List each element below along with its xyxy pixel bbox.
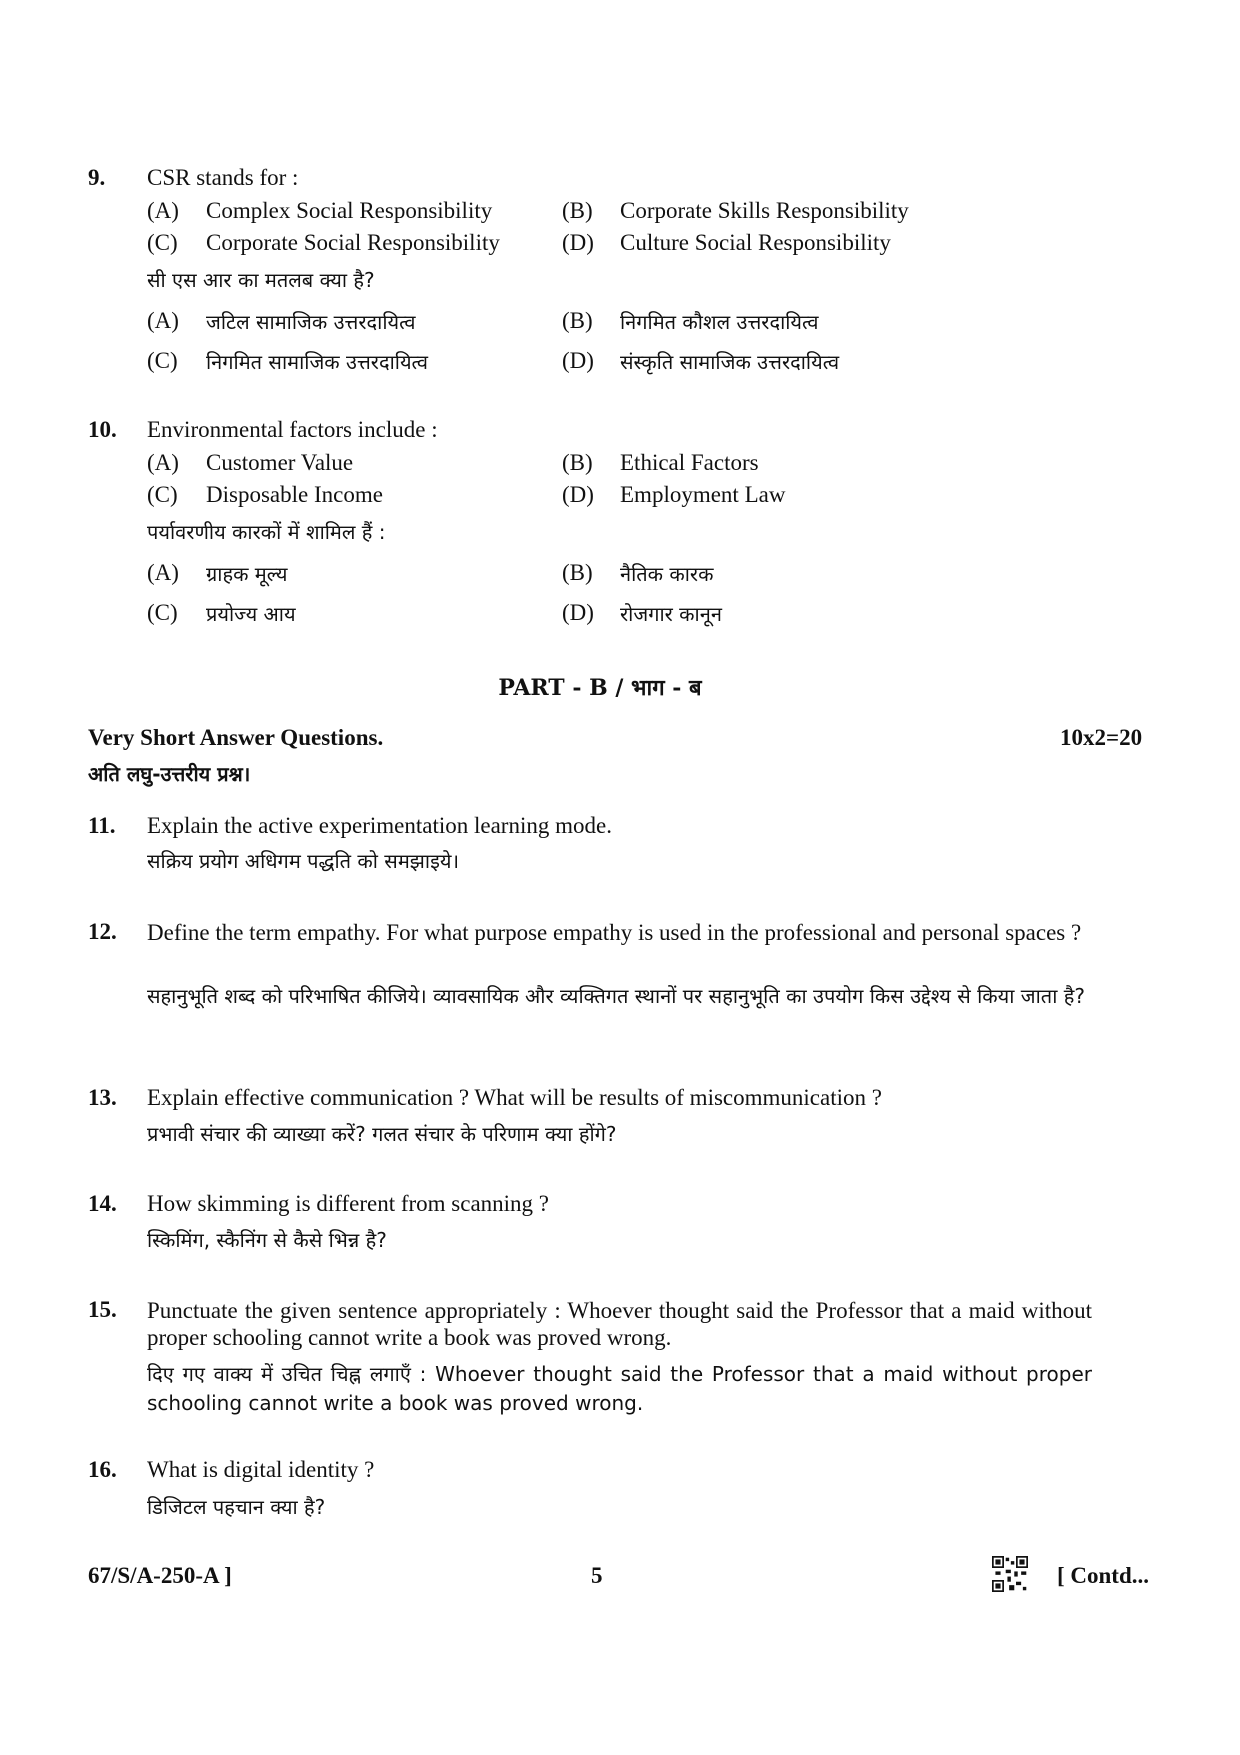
- option-label: (D): [562, 230, 594, 255]
- qr-code-icon: [992, 1556, 1028, 1592]
- question-text-hi: दिए गए वाक्य में उचित चिह्न लगाएँ : Whoever thought said the Professor that a maid without proper schooling cannot write a book was proved wrong.: [147, 1362, 1092, 1415]
- question-text-hi: सक्रिय प्रयोग अधिगम पद्धति को समझाइये।: [147, 849, 460, 873]
- option-text-hi: रोजगार कानून: [620, 602, 722, 626]
- option-label: (C): [147, 230, 178, 255]
- option-text-hi: संस्कृति सामाजिक उत्तरदायित्व: [620, 350, 840, 374]
- question-text-en: Explain effective communication ? What will be results of miscommunication ?: [147, 1085, 882, 1110]
- question-text-en: How skimming is different from scanning ?: [147, 1191, 550, 1216]
- question-number: 10.: [88, 417, 117, 442]
- question-text-en: Define the term empathy. For what purpose empathy is used in the professional and personal spaces ?: [147, 920, 1082, 945]
- option-text: Culture Social Responsibility: [620, 230, 891, 255]
- question-number: 15.: [88, 1297, 117, 1322]
- question-number: 13.: [88, 1085, 117, 1110]
- question-text-hi: सहानुभूति शब्द को परिभाषित कीजिये। व्यावसायिक और व्यक्तिगत स्थानों पर सहानुभूति का उपयोग किस उद्देश्य से किया जाता है?: [147, 984, 1085, 1008]
- option-label: (A): [147, 308, 179, 333]
- question-number: 12.: [88, 919, 117, 944]
- question-stem-en: CSR stands for :: [147, 165, 299, 190]
- option-text-hi: जटिल सामाजिक उत्तरदायित्व: [206, 310, 416, 334]
- question-number: 11.: [88, 813, 116, 838]
- option-text-hi: निगमित कौशल उत्तरदायित्व: [620, 310, 819, 334]
- question-number: 14.: [88, 1191, 117, 1216]
- option-label: (B): [562, 450, 593, 475]
- question-text-en: What is digital identity ?: [147, 1457, 375, 1482]
- option-label: (C): [147, 482, 178, 507]
- option-label: (C): [147, 348, 178, 373]
- question-number: 9.: [88, 165, 106, 190]
- option-text: Ethical Factors: [620, 450, 759, 475]
- option-text-hi: ग्राहक मूल्य: [206, 562, 288, 586]
- section-title-hi: अति लघु-उत्तरीय प्रश्न।: [88, 762, 251, 786]
- option-text-hi: निगमित सामाजिक उत्तरदायित्व: [206, 350, 428, 374]
- section-marks: 10x2=20: [1060, 725, 1143, 750]
- question-text-hi: स्किमिंग, स्कैनिंग से कैसे भिन्न है?: [147, 1228, 387, 1252]
- question-number: 16.: [88, 1457, 117, 1482]
- paper-code: 67/S/A-250-A ]: [88, 1563, 232, 1588]
- option-text: Corporate Social Responsibility: [206, 230, 500, 255]
- question-stem-hi: पर्यावरणीय कारकों में शामिल हैं :: [147, 520, 386, 544]
- page-number: 5: [591, 1563, 603, 1588]
- option-text-hi: नैतिक कारक: [620, 562, 714, 586]
- option-text: Complex Social Responsibility: [206, 198, 493, 223]
- option-text: Employment Law: [620, 482, 786, 507]
- section-title-en: Very Short Answer Questions.: [88, 725, 384, 750]
- option-label: (B): [562, 308, 593, 333]
- option-label: (D): [562, 482, 594, 507]
- question-stem-en: Environmental factors include :: [147, 417, 438, 442]
- option-text: Disposable Income: [206, 482, 383, 507]
- question-stem-hi: सी एस आर का मतलब क्या है?: [147, 268, 375, 292]
- question-text-en: Punctuate the given sentence appropriately : Whoever thought said the Professor that a maid without proper schooling cannot write a book was proved wrong.: [147, 1298, 1092, 1350]
- option-label: (A): [147, 560, 179, 585]
- option-label: (D): [562, 600, 594, 625]
- option-text-hi: प्रयोज्य आय: [206, 602, 296, 626]
- continued-label: [ Contd...: [1057, 1563, 1150, 1588]
- question-text-hi: डिजिटल पहचान क्या है?: [147, 1495, 326, 1519]
- question-text-hi: प्रभावी संचार की व्याख्या करें? गलत संचार के परिणाम क्या होंगे?: [147, 1122, 617, 1146]
- option-label: (D): [562, 348, 594, 373]
- option-label: (C): [147, 600, 178, 625]
- option-label: (A): [147, 450, 179, 475]
- option-text: Customer Value: [206, 450, 354, 475]
- option-label: (B): [562, 560, 593, 585]
- option-text: Corporate Skills Responsibility: [620, 198, 909, 223]
- part-b-title: PART - B / भाग - ब: [498, 675, 702, 701]
- question-text-en: Explain the active experimentation learning mode.: [147, 813, 612, 838]
- option-label: (A): [147, 198, 179, 223]
- option-label: (B): [562, 198, 593, 223]
